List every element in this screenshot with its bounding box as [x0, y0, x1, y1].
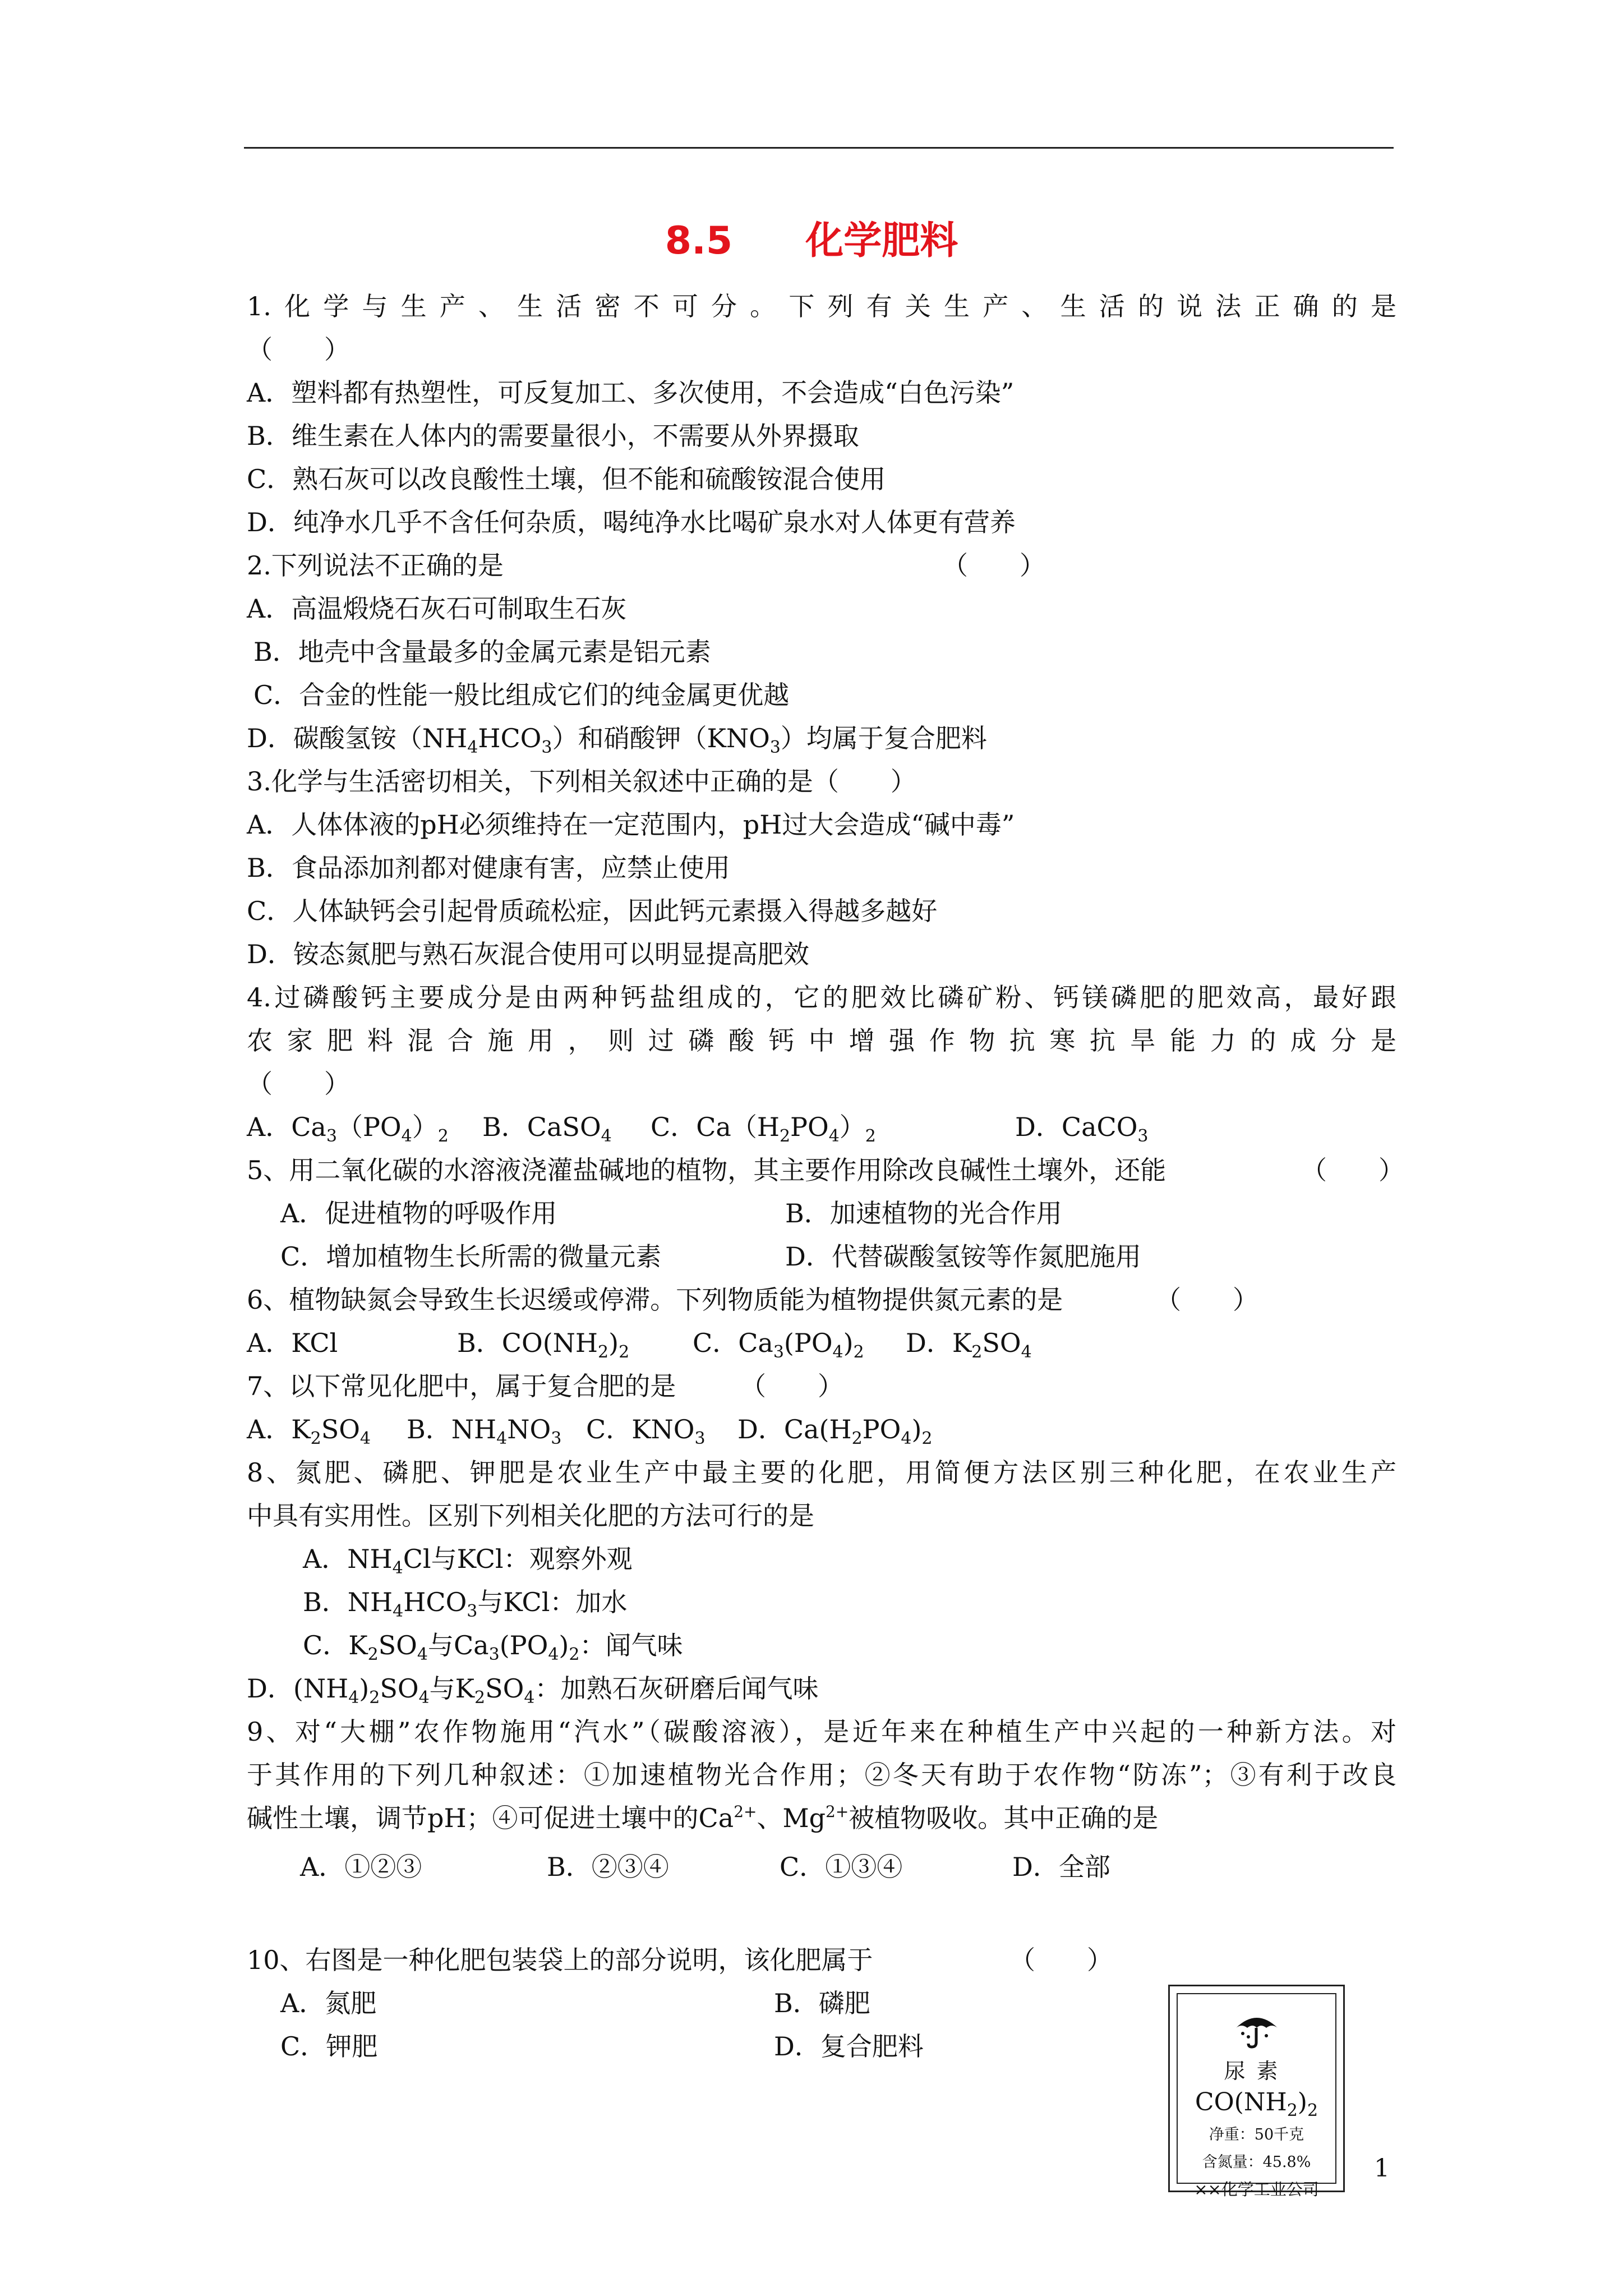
q10-answer-blank: （ ） [1009, 1945, 1113, 1975]
q5-option-a: A．促进植物的呼吸作用 [280, 1198, 557, 1228]
q6-option-a: A．KCl [247, 1328, 338, 1358]
section-title: 化学肥料 [805, 219, 958, 263]
label-product-name: 尿素 [1224, 2059, 1289, 2083]
q7-option-b: B．$NH_4NO_3$ [407, 1414, 562, 1448]
q4-option-d: D．CaCO$_3$ [1015, 1112, 1149, 1146]
q3-option-c: C．人体缺钙会引起骨质疏松症，因此钙元素摄入得越多越好 [247, 896, 938, 926]
q10-option-c: C．钾肥 [280, 2031, 378, 2062]
q9-options [247, 1846, 1396, 1889]
q7-stem: 7、以下常见化肥中，属于复合肥的是 [247, 1371, 676, 1401]
q3-option-a: A．人体体液的pH必须维持在一定范围内，pH过大会造成“碱中毒” [247, 809, 1015, 840]
q5-options-row2 [247, 1235, 1396, 1278]
q1-option-d: D．纯净水几乎不含任何杂质，喝纯净水比喝矿泉水对人体更有营养 [247, 507, 1016, 537]
q8-option-d: D．$(NH_4)_2SO_4$与$K_2SO_4$：加熟石灰研磨后闻气味 [247, 1673, 819, 1708]
q6-answer-blank: （ ） [1155, 1285, 1258, 1315]
q2-option-a: A．高温煅烧石灰石可制取生石灰 [247, 593, 627, 624]
page-title [0, 210, 1623, 265]
q1-option-c: C．熟石灰可以改良酸性土壤，但不能和硫酸铵混合使用 [247, 464, 886, 494]
q4-option-a: A．$Ca_3(PO_4)_2$ [247, 1112, 449, 1146]
q2-option-c: C．合金的性能一般比组成它们的纯金属更优越 [253, 680, 790, 710]
header-rule [244, 147, 1394, 149]
fertilizer-label [1168, 1985, 1345, 2199]
q9-option-d: D．全部 [1012, 1852, 1110, 1882]
q7-stem-row [247, 1365, 1396, 1408]
q5-option-d: D．代替碳酸氢铵等作氮肥施用 [785, 1241, 1141, 1272]
q2-option-d: D．碳酸氢铵$(NH_4HCO_3)$和硝酸钾$(KNO_3)$均属于复合肥料 [247, 723, 987, 757]
q10-stem-row [247, 1939, 1396, 1982]
q4-option-b: B．CaSO$_4$ [482, 1112, 612, 1146]
q7-option-a: A．$K_2SO_4$ [247, 1414, 371, 1448]
q2-stem-row [247, 544, 1396, 587]
q4-options [247, 1106, 1396, 1149]
q10-option-b: B．磷肥 [774, 1988, 870, 2018]
q10-option-d: D．复合肥料 [774, 2031, 924, 2062]
q7-options [247, 1408, 1396, 1451]
q9-stem-line3: 碱性土壤，调节pH；④可促进土壤中的$Ca^{2+}$、$Mg^{2+}$被植物吸收。其中正确的是 [247, 1802, 1159, 1833]
label-company: ××化学工业公司 [1194, 2180, 1319, 2199]
q7-answer-blank: （ ） [740, 1371, 843, 1401]
label-formula: $CO(NH_2)_2$ [1195, 2088, 1318, 2120]
q7-option-c: C．$KNO_3$ [586, 1414, 706, 1448]
q8-option-c: C．$K_2SO_4$与$Ca_3(PO_4)_2$：闻气味 [303, 1630, 683, 1664]
question-list [247, 285, 1404, 2068]
section-number: 8.5 [665, 219, 733, 263]
q9-stem-line1: 9、对“大棚”农作物施用“汽水”（碳酸溶液），是近年来在种植生产中兴起的一种新方法。对 [247, 1717, 1396, 1747]
fertilizer-label-inner [1177, 1993, 1336, 2199]
q5-option-b: B．加速植物的光合作用 [785, 1198, 1062, 1228]
q1-option-b: B．维生素在人体内的需要量很小，不需要从外界摄取 [247, 421, 859, 451]
q5-stem: 5、用二氧化碳的水溶液浇灌盐碱地的植物，其主要作用除改良碱性土壤外，还能 [247, 1155, 1166, 1185]
q1-stem: 1.化学与生产、生活密不可分。下列有关生产、生活的说法正确的是 [247, 291, 1396, 321]
q7-option-d: D．$Ca(H_2PO_4)_2$ [737, 1414, 933, 1448]
q5-option-c: C．增加植物生长所需的微量元素 [280, 1241, 662, 1272]
q6-stem-row [247, 1278, 1396, 1322]
q3-option-d: D．铵态氮肥与熟石灰混合使用可以明显提高肥效 [247, 939, 809, 969]
label-nitrogen-content: 含氮量：45.8% [1202, 2154, 1311, 2171]
umbrella-icon [1178, 2011, 1335, 2050]
q6-option-d: D．$K_2SO_4$ [906, 1328, 1032, 1362]
q9-stem-line2: 于其作用的下列几种叙述：①加速植物光合作用；②冬天有助于农作物“防冻”；③有利于改良 [247, 1760, 1396, 1790]
q1-option-a: A．塑料都有热塑性，可反复加工、多次使用，不会造成“白色污染” [247, 378, 1015, 408]
q9-option-a: A．①②③ [300, 1852, 422, 1882]
q4-answer-blank: （ ） [247, 1069, 350, 1099]
q9-option-b: B．②③④ [547, 1852, 669, 1882]
q2-stem: 2.下列说法不正确的是 [247, 550, 504, 581]
q4-stem-line2: 农家肥料混合施用，则过磷酸钙中增强作物抗寒抗旱能力的成分是 [247, 1025, 1396, 1056]
q8-option-a: A．$NH_4Cl$与KCl：观察外观 [303, 1544, 633, 1578]
q5-answer-blank: （ ） [1301, 1155, 1404, 1185]
q6-option-b: B．$CO(NH_2)_2$ [457, 1328, 630, 1362]
q9-option-c: C．①③④ [780, 1852, 903, 1882]
q6-option-c: C．$Ca_3(PO_4)_2$ [693, 1328, 864, 1362]
q3-stem: 3.化学与生活密切相关，下列相关叙述中正确的是（ ） [247, 766, 916, 797]
q1-answer-blank: （ ） [247, 334, 350, 365]
q8-stem-line1: 8、氮肥、磷肥、钾肥是农业生产中最主要的化肥，用简便方法区别三种化肥，在农业生产 [247, 1457, 1396, 1488]
q6-options [247, 1322, 1396, 1365]
q10-stem: 10、右图是一种化肥包装袋上的部分说明，该化肥属于 [247, 1945, 873, 1975]
q4-stem-line1: 4.过磷酸钙主要成分是由两种钙盐组成的，它的肥效比磷矿粉、钙镁磷肥的肥效高，最好跟 [247, 982, 1396, 1013]
q8-option-b: B．$NH_4HCO_3$与KCl：加水 [303, 1587, 628, 1621]
q10-option-a: A．氮肥 [280, 1988, 377, 2018]
q5-options-row1 [247, 1192, 1396, 1235]
q6-stem: 6、植物缺氮会导致生长迟缓或停滞。下列物质能为植物提供氮元素的是 [247, 1285, 1063, 1315]
q4-option-c: C．$Ca(H_2PO_4)_2$ [651, 1112, 876, 1146]
page-number: 1 [1374, 2154, 1390, 2183]
q2-option-b: B．地壳中含量最多的金属元素是铝元素 [253, 637, 711, 667]
q8-stem-line2: 中具有实用性。区别下列相关化肥的方法可行的是 [247, 1501, 814, 1531]
label-net-weight: 净重：50千克 [1209, 2126, 1304, 2143]
q2-answer-blank: （ ） [942, 550, 1045, 581]
q5-stem-row [247, 1149, 1404, 1192]
q3-option-b: B．食品添加剂都对健康有害，应禁止使用 [247, 853, 730, 883]
